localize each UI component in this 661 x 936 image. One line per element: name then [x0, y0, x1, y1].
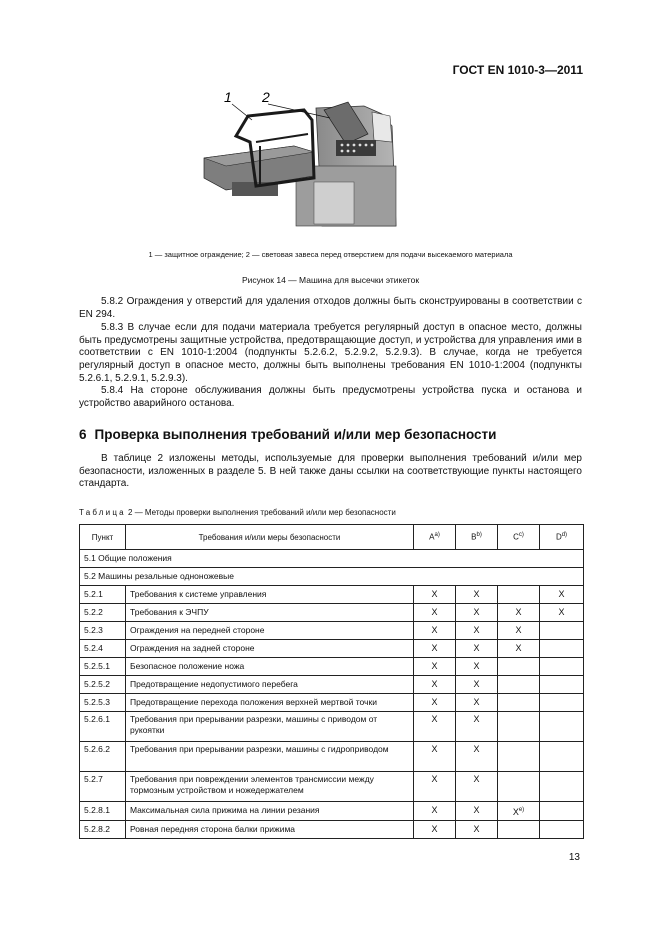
table-row: [80, 821, 584, 839]
cell-d: [540, 640, 584, 658]
cell-requirement: Требования к ЭЧПУ: [126, 604, 414, 622]
cell-b: X: [456, 604, 498, 622]
cell-a: X: [414, 694, 456, 712]
figure-caption: Рисунок 14 — Машина для высечки этикеток: [241, 275, 420, 285]
cell-a: X: [414, 712, 456, 742]
cell-d: [540, 694, 584, 712]
cell-d: [540, 676, 584, 694]
cell-clause: 5.2.8.2: [80, 821, 126, 839]
cell-a: X: [414, 604, 456, 622]
paragraph-5-8-4: 5.8.4 На стороне обслуживания должны быть предусмотрены устройства пуска и останова и устройство аварийного останова.: [79, 385, 582, 409]
cell-c: X: [498, 604, 540, 622]
cell-c: $X^{e)}$: [498, 802, 540, 821]
cell-clause: 5.2.8.1: [80, 802, 126, 821]
cell-a: X: [414, 821, 456, 839]
col-requirement: Требования и/или меры безопасности: [126, 525, 414, 550]
table-row: [80, 676, 584, 694]
page-number: 13: [568, 852, 580, 863]
cell-a: X: [414, 586, 456, 604]
table-row: [80, 640, 584, 658]
table-header-row: [80, 525, 584, 550]
cell-clause: 5.2.6.1: [80, 712, 126, 742]
figure-label-2: 2: [262, 89, 270, 105]
section-number: 6: [79, 427, 87, 442]
cell-d: [540, 742, 584, 772]
cell-requirement: Безопасное положение ножа: [126, 658, 414, 676]
table-row: [80, 622, 584, 640]
cell-c: [498, 742, 540, 772]
cell-requirement: Требования при прерывании разрезки, машины с приводом от рукоятки: [126, 712, 414, 742]
cell-b: X: [456, 658, 498, 676]
cell-d: X: [540, 604, 584, 622]
cell-a: X: [414, 802, 456, 821]
table-row: [80, 604, 584, 622]
cell-requirement: Ограждения на передней стороне: [126, 622, 414, 640]
cell-c: [498, 821, 540, 839]
machine-figure: [196, 86, 436, 234]
standard-header: ГОСТ EN 1010-3—2011: [452, 63, 583, 77]
cell-clause: 5.2.6.2: [80, 742, 126, 772]
table-row: [80, 586, 584, 604]
cell-c: X: [498, 640, 540, 658]
figure-label-1: 1: [224, 89, 232, 105]
table-row: [80, 658, 584, 676]
col-c: $C^{c)}$: [498, 525, 540, 550]
cell-requirement: Требования к системе управления: [126, 586, 414, 604]
cell-requirement: Требования при прерывании разрезки, машины с гидроприводом: [126, 742, 414, 772]
cell-b: X: [456, 742, 498, 772]
cell-a: X: [414, 676, 456, 694]
section-title: Проверка выполнения требований и/или мер безопасности: [94, 427, 497, 442]
section-intro: В таблице 2 изложены методы, используемые для проверки выполнения требований и/или мер безопасности, изложенных в разделе 5. В ней также даны ссылки на соответствующие пункты настоящего стандарта.: [79, 453, 582, 490]
cell-clause: 5.2.7: [80, 772, 126, 802]
cell-clause: 5.2.1: [80, 586, 126, 604]
col-b: $B^{b)}$: [456, 525, 498, 550]
table-title: Таблица 2 — Методы проверки выполнения требований и/или мер безопасности: [79, 508, 396, 517]
cell-d: [540, 772, 584, 802]
cell-b: X: [456, 821, 498, 839]
cell-d: [540, 802, 584, 821]
figure-legend: 1 — защитное ограждение; 2 — световая завеса перед отверстием для подачи высекаемого материала: [148, 250, 513, 259]
cell-b: X: [456, 694, 498, 712]
cell-c: X: [498, 622, 540, 640]
cell-d: [540, 658, 584, 676]
cell-b: X: [456, 712, 498, 742]
table-row: [80, 772, 584, 802]
cell-clause: 5.2.5.2: [80, 676, 126, 694]
cell-clause: 5.2.3: [80, 622, 126, 640]
cell-c: [498, 772, 540, 802]
cell-clause: 5.2.5.1: [80, 658, 126, 676]
cell-d: [540, 712, 584, 742]
cell-b: X: [456, 586, 498, 604]
cell-d: [540, 821, 584, 839]
cell-requirement: Требования при повреждении элементов трансмиссии между тормозным устройством и ножедержателем: [126, 772, 414, 802]
cell-c: [498, 712, 540, 742]
col-clause: Пункт: [80, 525, 126, 550]
cell-a: X: [414, 622, 456, 640]
requirements-table: [79, 524, 584, 839]
cell-clause: 5.2.4: [80, 640, 126, 658]
cell-c: [498, 676, 540, 694]
cell-b: X: [456, 676, 498, 694]
cell-c: [498, 658, 540, 676]
cell-clause: 5.2.2: [80, 604, 126, 622]
cell-b: X: [456, 622, 498, 640]
cell-b: X: [456, 802, 498, 821]
col-d: $D^{d)}$: [540, 525, 584, 550]
cell-requirement: Максимальная сила прижима на линии резания: [126, 802, 414, 821]
cell-c: [498, 586, 540, 604]
paragraph-5-8-2: 5.8.2 Ограждения у отверстий для удаления отходов должны быть сконструированы в соответствии с EN 294.: [79, 296, 582, 320]
cell-c: [498, 694, 540, 712]
table-row: [80, 802, 584, 821]
cell-a: X: [414, 772, 456, 802]
cell-b: X: [456, 772, 498, 802]
table-row: [80, 712, 584, 742]
table-row: [80, 694, 584, 712]
cell-a: X: [414, 742, 456, 772]
cell-requirement: Предотвращение недопустимого перебега: [126, 676, 414, 694]
paragraph-5-8-3: 5.8.3 В случае если для подачи материала требуется регулярный доступ в опасное место, должны быть предусмотрены защитные устройства, предотвращающие доступ, и устройства для управления ими в соответствии с EN 1010-1:2004 (подпункты 5.2.6.2, 5.2.9.2, 5.2.9.3). В случае, когда не требуется регулярный доступ в опасное место, должны быть выполнены требования EN 1010-1:2004 (подпункты 5.2.6.1, 5.2.9.1, 5.2.9.3).: [79, 322, 582, 384]
cell-d: [540, 622, 584, 640]
cell-d: X: [540, 586, 584, 604]
cell-a: X: [414, 640, 456, 658]
cell-requirement: Ровная передняя сторона балки прижима: [126, 821, 414, 839]
cell-a: X: [414, 658, 456, 676]
section-heading: [79, 427, 496, 442]
group-row: 5.2 Машины резальные одноножевые: [80, 568, 584, 586]
col-a: $A^{a)}$: [414, 525, 456, 550]
cell-b: X: [456, 640, 498, 658]
table-row: [80, 742, 584, 772]
cell-requirement: Ограждения на задней стороне: [126, 640, 414, 658]
cell-clause: 5.2.5.3: [80, 694, 126, 712]
cell-requirement: Предотвращение перехода положения верхней мертвой точки: [126, 694, 414, 712]
group-row: 5.1 Общие положения: [80, 550, 584, 568]
